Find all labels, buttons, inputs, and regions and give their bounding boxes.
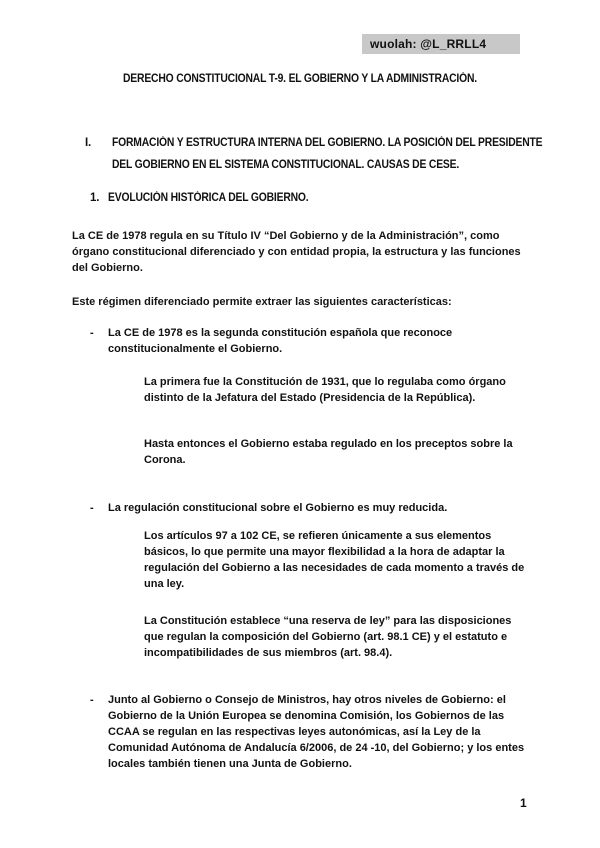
- section-heading: [85, 132, 550, 176]
- page-number: 1: [520, 796, 527, 810]
- bullet-dash: -: [90, 502, 94, 514]
- subsection-number: 1.: [90, 192, 100, 204]
- subsection-title: EVOLUCIÓN HISTÓRICA DEL GOBIERNO.: [108, 192, 309, 204]
- bullet-dash: -: [90, 694, 94, 706]
- watermark-label: wuolah: @L_RRLL4: [362, 34, 520, 54]
- subsection-heading: [90, 192, 331, 204]
- bullet-text: La regulación constitucional sobre el Gobierno es muy reducida.: [108, 502, 448, 514]
- intro-paragraph: La CE de 1978 regula en su Título IV “Del Gobierno y de la Administración”, como órgano constitucional diferenciado y con entidad propia, la estructura y las funciones del Gobierno.: [72, 230, 521, 274]
- bullet-dash: -: [90, 327, 94, 339]
- page-title: DERECHO CONSTITUCIONAL T-9. EL GOBIERNO Y LA ADMINISTRACIÓN.: [123, 73, 477, 85]
- section-number: I.: [85, 137, 91, 149]
- detail-paragraph: Hasta entonces el Gobierno estaba regulado en los preceptos sobre la Corona.: [144, 438, 513, 466]
- detail-paragraph: La Constitución establece “una reserva de ley” para las disposiciones que regulan la composición del Gobierno (art. 98.1 CE) y el estatuto e incompatibilidades de sus miembros (art. 98.4).: [144, 615, 512, 659]
- section-title: FORMACIÓN Y ESTRUCTURA INTERNA DEL GOBIERNO. LA POSICIÓN DEL PRESIDENTE DEL GOBIERNO EN EL SISTEMA CONSTITUCIONAL. CAUSAS DE CESE.: [112, 137, 543, 171]
- lead-paragraph: Este régimen diferenciado permite extraer las siguientes características:: [72, 296, 452, 308]
- list-item: [90, 500, 510, 516]
- bullet-text: La CE de 1978 es la segunda constitución española que reconoce constitucionalmente el Gobierno.: [108, 327, 453, 355]
- bullet-text: Junto al Gobierno o Consejo de Ministros, hay otros niveles de Gobierno: el Gobierno de la Unión Europea se denomina Comisión, los Gobiernos de las CCAA se regulan en las respectivas leyes autonómicas, así la Ley de la Comunidad Autónoma de Andalucía 6/2006, de 24 -10, del Gobierno; y los entes locales también tienen una Junta de Gobierno.: [108, 694, 525, 770]
- list-item: [90, 325, 510, 357]
- detail-paragraph: La primera fue la Constitución de 1931, que lo regulaba como órgano distinto de la Jefatura del Estado (Presidencia de la República).: [144, 376, 506, 404]
- list-item: [90, 692, 530, 772]
- detail-paragraph: Los artículos 97 a 102 CE, se refieren únicamente a sus elementos básicos, lo que permite una mayor flexibilidad a la hora de adaptar la regulación del Gobierno a las necesidades de cada momento a través de una ley.: [144, 530, 525, 590]
